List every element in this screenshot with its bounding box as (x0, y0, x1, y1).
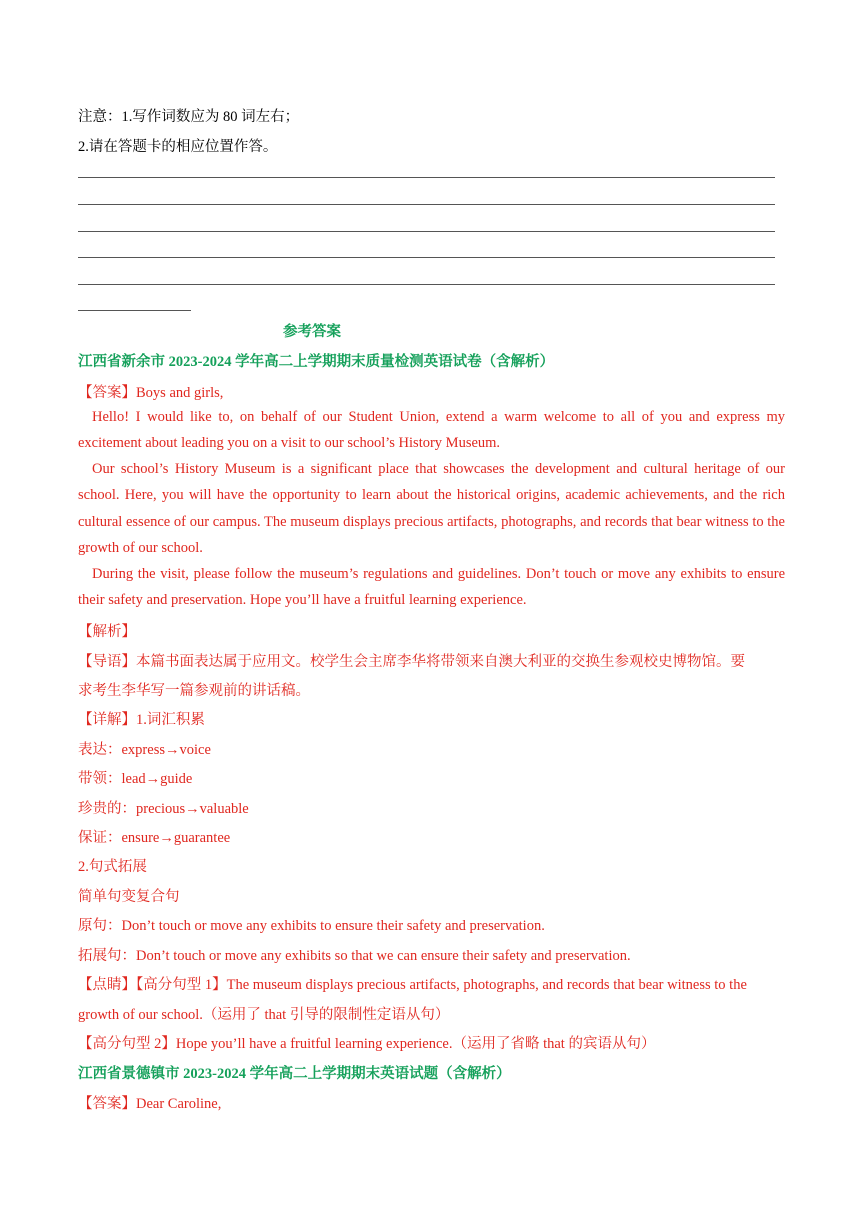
paper-title: 江西省新余市 2023-2024 学年高二上学期期末质量检测英语试卷（含解析） (78, 354, 555, 370)
salutation: Dear Caroline, (136, 1096, 222, 1112)
extended-text: Don’t touch or move any exhibits so that we can ensure their safety and preservation. (136, 948, 631, 964)
notice-line-1: 注意：1.写作词数应为 80 词左右； (78, 109, 300, 125)
detail-tag: 【详解】 (78, 712, 136, 728)
vocab-text: ensure→guarantee (121, 830, 231, 846)
high-score-tag-1: 【高分句型 1】 (136, 977, 227, 993)
notice-line-2: 2.请在答题卡的相应位置作答。 (78, 139, 278, 155)
answer-blank-line (78, 204, 775, 205)
high-score-text-2: Hope you’ll have a fruitful learning experience.（运用了省略 that 的宾语从句） (175, 1036, 656, 1052)
extended-label: 拓展句： (78, 948, 136, 964)
guide-line-1 (78, 650, 785, 671)
vocab-item (78, 797, 785, 818)
answer-tag: 【答案】 (78, 1096, 136, 1112)
essay-paragraph-3: During the visit, please follow the museum’s regulations and guidelines. Don’t touch or move any exhibits to ensure their safety and preservation. Hope you’ll have a fruitful learning experience. (78, 566, 785, 609)
analysis-tag: 【解析】 (78, 624, 136, 640)
answer-blank-line (78, 231, 775, 232)
vocab-text: express→voice (121, 742, 211, 758)
answer-blank-line (78, 257, 775, 258)
highlight-line-2: growth of our school.（运用了 that 引导的限制性定语从句） (78, 1007, 450, 1023)
vocab-label: 珍贵的： (78, 801, 136, 817)
highlight-line-3 (78, 1032, 785, 1053)
answer-blank-line (78, 310, 191, 311)
answer-line (78, 1092, 785, 1113)
sentence-subheading: 简单句变复合句 (78, 889, 180, 905)
vocab-label: 表达： (78, 742, 122, 758)
answer-blank-line (78, 177, 775, 178)
high-score-text-1: The museum displays precious artifacts, photographs, and records that bear witness to the (226, 977, 747, 993)
extended-sentence (78, 944, 785, 965)
guide-line-2: 求考生李华写一篇参观前的讲话稿。 (78, 683, 310, 699)
highlight-line-1 (78, 973, 785, 994)
salutation: Boys and girls, (136, 385, 224, 401)
answer-line (78, 381, 785, 402)
vocab-label: 带领： (78, 771, 122, 787)
detail-line (78, 708, 785, 729)
reference-answer-title: 参考答案 (283, 324, 341, 340)
detail-text: 1.词汇积累 (136, 712, 205, 728)
high-score-tag-2: 【高分句型 2】 (78, 1036, 176, 1052)
original-sentence (78, 914, 785, 935)
guide-text: 本篇书面表达属于应用文。校学生会主席李华将带领来自澳大利亚的交换生参观校史博物馆。要 (136, 654, 745, 670)
essay-paragraph-2: Our school’s History Museum is a significant place that showcases the development and cultural heritage of our school. Here, you will have the opportunity to learn about the historical origins, academic achievements, and the rich cultural essence of our campus. The museum displays precious artifacts, photographs, and records that bear witness to the growth of our school. (78, 461, 785, 556)
guide-tag: 【导语】 (78, 654, 136, 670)
vocab-item (78, 738, 785, 759)
answer-tag: 【答案】 (78, 385, 136, 401)
original-label: 原句： (78, 918, 122, 934)
sentence-heading: 2.句式拓展 (78, 859, 147, 875)
highlight-tag: 【点睛】 (78, 977, 136, 993)
vocab-label: 保证： (78, 830, 122, 846)
answer-blank-line (78, 284, 775, 285)
paper-title: 江西省景德镇市 2023-2024 学年高二上学期期末英语试题（含解析） (78, 1066, 511, 1082)
essay-paragraph-1: Hello! I would like to, on behalf of our Student Union, extend a warm welcome to all of you and express my excitement about leading you on a visit to our school’s History Museum. (78, 409, 785, 452)
vocab-text: lead→guide (121, 771, 193, 787)
vocab-text: precious→valuable (136, 801, 249, 817)
original-text: Don’t touch or move any exhibits to ensure their safety and preservation. (121, 918, 545, 934)
vocab-item (78, 767, 785, 788)
vocab-item (78, 826, 785, 847)
